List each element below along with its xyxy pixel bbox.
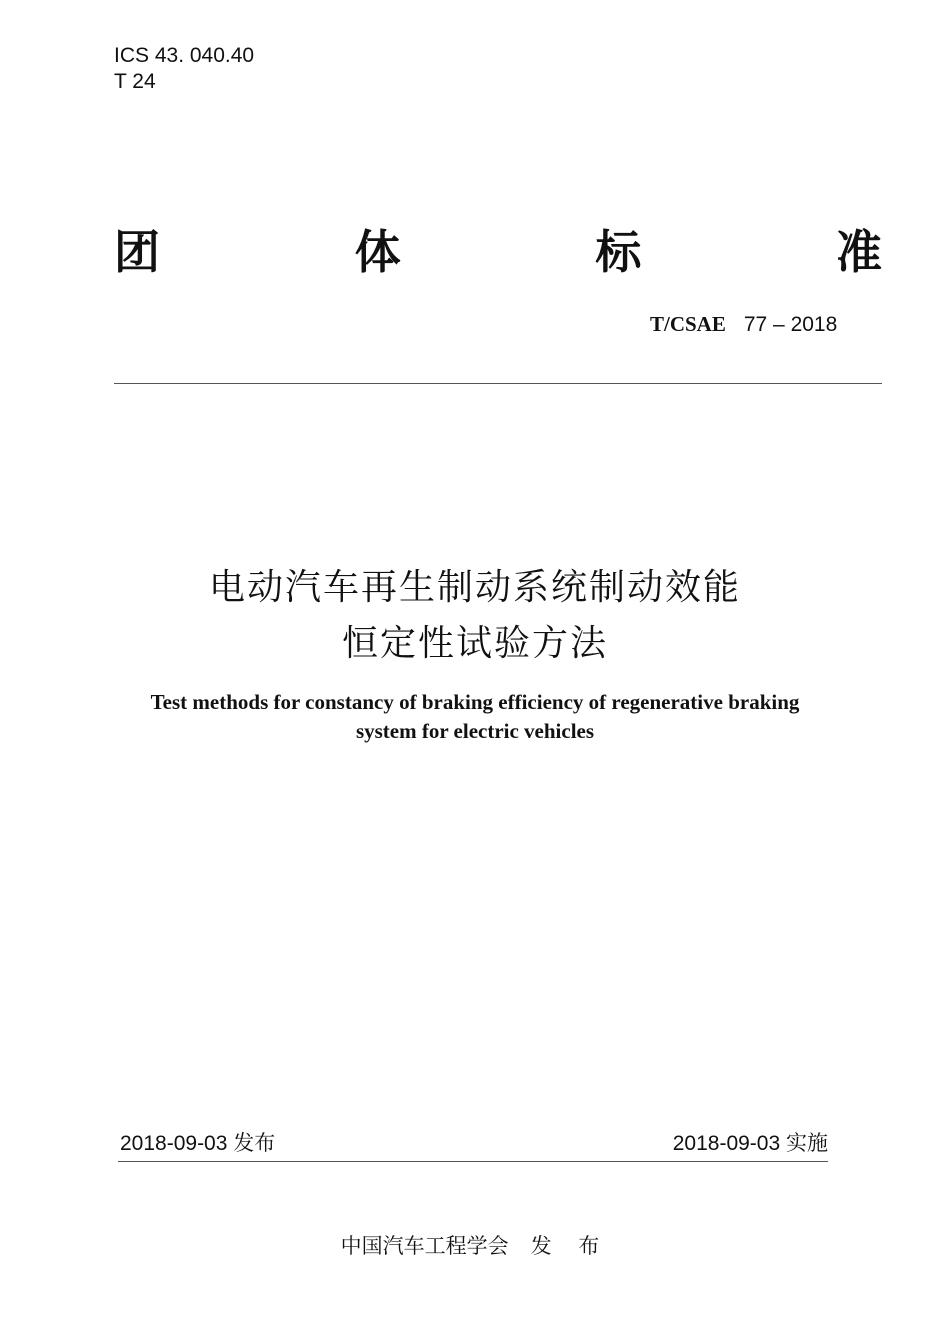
issue-date: 2018-09-03 发布 (120, 1132, 276, 1155)
publisher-action: 发 布 (530, 1234, 610, 1258)
chinese-title (0, 560, 950, 672)
publisher-line (0, 1230, 950, 1260)
ccs-code: T 24 (114, 70, 156, 93)
english-title (0, 688, 950, 746)
publisher-name: 中国汽车工程学会 (340, 1234, 509, 1258)
standard-type-char: 标 (595, 225, 642, 279)
standard-type-heading (114, 222, 882, 282)
standard-type-char: 准 (835, 225, 882, 279)
top-divider (114, 383, 882, 384)
standard-type-char: 团 (114, 225, 160, 279)
standard-number (650, 310, 880, 339)
ics-code: ICS 43. 040.40 (114, 44, 255, 67)
english-title-line1: Test methods for constancy of braking efficiency of regenerative braking (150, 690, 800, 714)
bottom-divider (118, 1161, 828, 1162)
english-title-line2: system for electric vehicles (355, 719, 595, 743)
chinese-title-line1: 电动汽车再生制动系统制动效能 (208, 567, 741, 608)
standard-type-char: 体 (354, 225, 401, 279)
chinese-title-line2: 恒定性试验方法 (341, 623, 608, 664)
standard-code: T/CSAE (650, 312, 726, 336)
implementation-date: 2018-09-03 实施 (672, 1132, 828, 1155)
classification-codes (114, 43, 254, 95)
standard-number-value: 77 – 2018 (743, 313, 838, 336)
